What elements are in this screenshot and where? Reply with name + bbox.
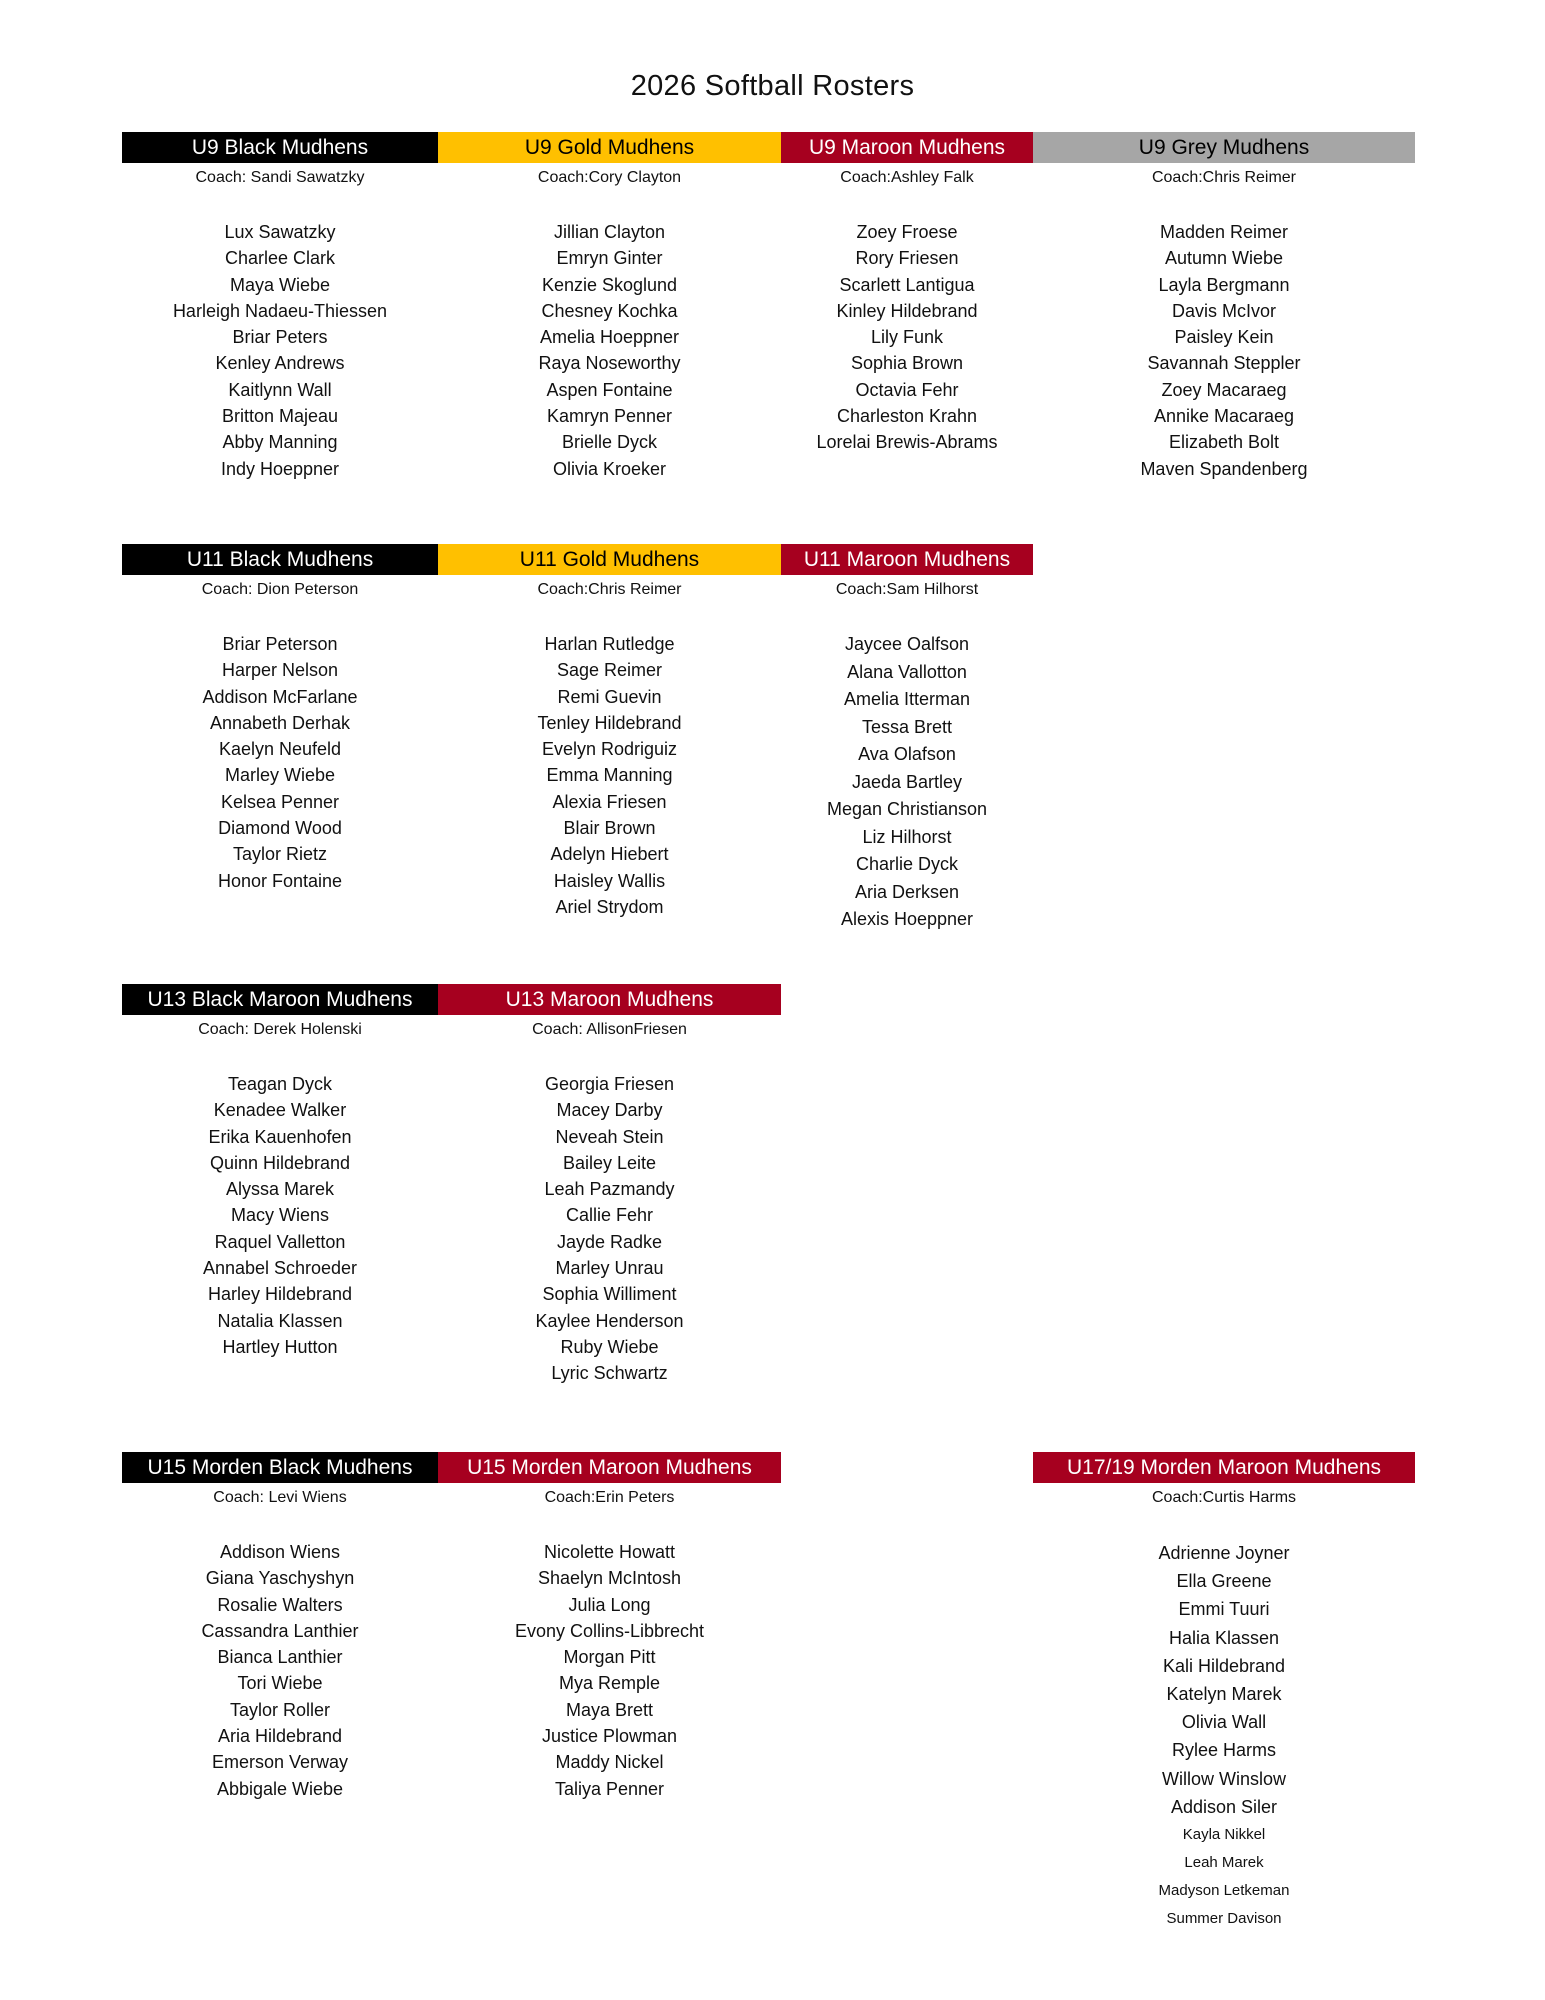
- player-name: Madyson Letkeman: [1158, 1882, 1290, 1900]
- player-name: Charleston Krahn: [836, 406, 978, 427]
- player-name: Madden Reimer: [1159, 222, 1289, 242]
- player-name: Macey Darby: [556, 1100, 663, 1121]
- player-name: Alexis Hoeppner: [840, 909, 974, 929]
- player-name: Jaeda Bartley: [851, 771, 963, 792]
- player-name: Kayla Nikkel: [1182, 1825, 1266, 1843]
- player-name: Sophia Brown: [850, 353, 964, 374]
- player-name: Zoey Froese: [856, 222, 958, 242]
- team-u9-grey: [1033, 132, 1415, 482]
- player-name: Ariel Strydom: [555, 896, 664, 917]
- team-u11-gold: [438, 544, 781, 920]
- player-name: Sophia Williment: [542, 1284, 677, 1305]
- player-name: Lux Sawatzky: [224, 222, 336, 242]
- player-name: Rosalie Walters: [217, 1594, 343, 1615]
- page-title: 2026 Softball Rosters: [630, 70, 915, 102]
- coach-name: Coach:Erin Peters: [544, 1489, 675, 1506]
- player-name: Callie Fehr: [565, 1205, 654, 1226]
- player-name: Zoey Macaraeg: [1161, 379, 1287, 400]
- team-name: U15 Morden Black Mudhens: [122, 1452, 438, 1483]
- player-name: Kaylee Henderson: [535, 1310, 684, 1331]
- player-name: Taylor Rietz: [232, 844, 328, 865]
- player-name: Raya Noseworthy: [538, 353, 681, 374]
- player-name: Briar Peterson: [222, 634, 338, 654]
- player-name: Rory Friesen: [855, 248, 959, 269]
- coach-name: Coach: Derek Holenski: [198, 1021, 362, 1038]
- team-name: U11 Gold Mudhens: [438, 544, 781, 575]
- player-name: Georgia Friesen: [544, 1074, 675, 1094]
- player-name: Maddy Nickel: [555, 1752, 664, 1773]
- player-name: Paisley Kein: [1174, 327, 1274, 348]
- player-list: [122, 1539, 438, 1802]
- team-name: U9 Grey Mudhens: [1033, 132, 1415, 163]
- player-name: Justice Plowman: [541, 1726, 678, 1747]
- coach-name: Coach:Chris Reimer: [537, 581, 682, 598]
- player-name: Ava Olafson: [858, 744, 956, 764]
- player-list: [438, 219, 781, 482]
- player-name: Cassandra Lanthier: [201, 1620, 359, 1641]
- player-name: Addison Siler: [1170, 1796, 1278, 1817]
- player-name: Natalia Klassen: [217, 1310, 343, 1331]
- player-name: Autumn Wiebe: [1164, 248, 1284, 269]
- player-name: Marley Unrau: [555, 1258, 664, 1279]
- player-name: Emma Manning: [546, 765, 673, 786]
- player-name: Emerson Verway: [211, 1752, 349, 1773]
- player-name: Briar Peters: [232, 327, 328, 348]
- player-name: Lyric Schwartz: [551, 1363, 668, 1384]
- player-name: Addison McFarlane: [202, 686, 358, 707]
- player-name: Tori Wiebe: [237, 1673, 323, 1694]
- player-name: Layla Bergmann: [1158, 274, 1290, 295]
- player-name: Aria Hildebrand: [217, 1726, 343, 1747]
- player-name: Emryn Ginter: [556, 248, 663, 269]
- team-name: U13 Black Maroon Mudhens: [122, 984, 438, 1015]
- team-u9-maroon: [781, 132, 1033, 456]
- team-u11-black: [122, 544, 438, 894]
- player-name: Rylee Harms: [1171, 1740, 1277, 1761]
- coach-name: Coach: AllisonFriesen: [532, 1021, 687, 1038]
- player-name: Maya Brett: [565, 1699, 654, 1720]
- player-name: Amelia Hoeppner: [539, 327, 680, 348]
- player-name: Haisley Wallis: [553, 870, 666, 891]
- player-name: Charlie Dyck: [855, 854, 959, 874]
- player-name: Adelyn Hiebert: [550, 844, 669, 865]
- player-name: Teagan Dyck: [227, 1074, 333, 1094]
- player-name: Charlee Clark: [224, 248, 336, 269]
- player-list: [438, 631, 781, 920]
- player-list: [1033, 219, 1415, 482]
- team-name: U13 Maroon Mudhens: [438, 984, 781, 1015]
- player-name: Ella Greene: [1176, 1571, 1272, 1592]
- team-u15-black: [122, 1452, 438, 1802]
- player-name: Taylor Roller: [229, 1699, 331, 1720]
- player-name: Leah Pazmandy: [544, 1179, 675, 1200]
- player-name: Harper Nelson: [221, 660, 339, 681]
- player-name: Brielle Dyck: [561, 432, 658, 453]
- player-list: [122, 219, 438, 482]
- player-name: Lorelai Brewis-Abrams: [816, 432, 998, 453]
- player-name: Morgan Pitt: [563, 1647, 656, 1668]
- player-name: Emmi Tuuri: [1178, 1599, 1270, 1620]
- player-name: Hartley Hutton: [222, 1336, 338, 1357]
- player-name: Octavia Fehr: [855, 379, 959, 400]
- player-name: Adrienne Joyner: [1158, 1543, 1290, 1563]
- player-name: Harleigh Nadaeu-Thiessen: [172, 300, 388, 321]
- player-name: Remi Guevin: [557, 686, 662, 707]
- player-name: Kamryn Penner: [546, 406, 673, 427]
- player-list: [1033, 1539, 1415, 1934]
- player-name: Marley Wiebe: [224, 765, 336, 786]
- team-u13-black-maroon: [122, 984, 438, 1360]
- player-name: Mya Remple: [558, 1673, 661, 1694]
- coach-name: Coach:Chris Reimer: [1151, 169, 1297, 186]
- player-name: Neveah Stein: [555, 1126, 664, 1147]
- player-name: Giana Yaschyshyn: [205, 1568, 355, 1589]
- player-name: Evony Collins-Libbrecht: [514, 1620, 705, 1641]
- player-name: Kenadee Walker: [213, 1100, 347, 1121]
- player-name: Alyssa Marek: [225, 1179, 335, 1200]
- team-name: U9 Maroon Mudhens: [781, 132, 1033, 163]
- player-name: Kaelyn Neufeld: [218, 739, 342, 760]
- player-name: Olivia Kroeker: [552, 458, 667, 479]
- player-name: Abby Manning: [222, 432, 338, 453]
- player-list: [122, 1071, 438, 1360]
- player-name: Jayde Radke: [556, 1231, 663, 1252]
- team-u9-gold: [438, 132, 781, 482]
- player-name: Macy Wiens: [230, 1205, 329, 1226]
- player-name: Nicolette Howatt: [543, 1542, 676, 1562]
- player-name: Tenley Hildebrand: [537, 712, 682, 733]
- player-name: Maven Spandenberg: [1140, 458, 1308, 479]
- player-name: Taliya Penner: [554, 1778, 665, 1799]
- coach-name: Coach:Curtis Harms: [1151, 1489, 1297, 1506]
- player-name: Annike Macaraeg: [1153, 406, 1295, 427]
- player-name: Summer Davison: [1166, 1910, 1282, 1928]
- player-name: Raquel Valletton: [214, 1231, 346, 1252]
- player-name: Olivia Wall: [1181, 1712, 1267, 1733]
- player-name: Kali Hildebrand: [1162, 1655, 1286, 1676]
- player-name: Scarlett Lantigua: [839, 274, 975, 295]
- player-name: Shaelyn McIntosh: [537, 1568, 682, 1589]
- player-name: Annabel Schroeder: [202, 1258, 358, 1279]
- player-name: Quinn Hildebrand: [209, 1152, 351, 1173]
- player-name: Honor Fontaine: [217, 870, 343, 891]
- player-name: Jillian Clayton: [553, 222, 666, 242]
- player-name: Harley Hildebrand: [207, 1284, 353, 1305]
- player-name: Ruby Wiebe: [560, 1336, 659, 1357]
- coach-name: Coach:Ashley Falk: [840, 169, 974, 186]
- player-name: Sage Reimer: [556, 660, 663, 681]
- player-name: Katelyn Marek: [1166, 1683, 1282, 1704]
- player-name: Annabeth Derhak: [209, 712, 351, 733]
- player-list: [781, 219, 1033, 456]
- player-name: Elizabeth Bolt: [1168, 432, 1280, 453]
- player-name: Kaitlynn Wall: [228, 379, 332, 400]
- player-name: Maya Wiebe: [229, 274, 331, 295]
- player-list: [438, 1071, 781, 1387]
- player-name: Alexia Friesen: [552, 791, 667, 812]
- player-name: Harlan Rutledge: [544, 634, 675, 654]
- coach-name: Coach: Dion Peterson: [201, 581, 359, 598]
- coach-name: Coach:Cory Clayton: [537, 169, 682, 186]
- player-name: Julia Long: [568, 1594, 651, 1615]
- player-name: Chesney Kochka: [541, 300, 678, 321]
- player-name: Amelia Itterman: [843, 689, 971, 709]
- player-name: Blair Brown: [563, 818, 656, 839]
- player-name: Willow Winslow: [1161, 1768, 1286, 1789]
- player-name: Bailey Leite: [562, 1152, 657, 1173]
- team-name: U15 Morden Maroon Mudhens: [438, 1452, 781, 1483]
- player-name: Kelsea Penner: [220, 791, 340, 812]
- team-name: U11 Maroon Mudhens: [781, 544, 1033, 575]
- player-name: Kinley Hildebrand: [836, 300, 978, 321]
- player-name: Evelyn Rodriguiz: [541, 739, 678, 760]
- player-name: Indy Hoeppner: [220, 458, 340, 479]
- player-name: Lily Funk: [870, 327, 944, 348]
- player-name: Britton Majeau: [221, 406, 339, 427]
- team-u17-19-maroon: [1033, 1452, 1415, 1934]
- player-name: Diamond Wood: [218, 818, 342, 839]
- team-name: U11 Black Mudhens: [122, 544, 438, 575]
- coach-name: Coach:Sam Hilhorst: [835, 581, 979, 598]
- player-name: Alana Vallotton: [847, 661, 967, 682]
- player-name: Aria Derksen: [854, 881, 960, 902]
- player-name: Savannah Steppler: [1147, 353, 1301, 374]
- team-name: U9 Gold Mudhens: [438, 132, 781, 163]
- player-list: [122, 631, 438, 894]
- player-name: Jaycee Oalfson: [844, 634, 970, 654]
- player-name: Megan Christianson: [826, 799, 988, 819]
- player-name: Erika Kauenhofen: [208, 1126, 352, 1147]
- player-name: Tessa Brett: [861, 716, 953, 737]
- player-name: Halia Klassen: [1168, 1627, 1280, 1648]
- team-name: U17/19 Morden Maroon Mudhens: [1033, 1452, 1415, 1483]
- player-name: Addison Wiens: [219, 1542, 341, 1562]
- player-name: Davis McIvor: [1171, 300, 1276, 321]
- player-name: Kenley Andrews: [215, 353, 345, 374]
- player-name: Leah Marek: [1184, 1854, 1264, 1872]
- team-u15-maroon: [438, 1452, 781, 1802]
- coach-name: Coach: Sandi Sawatzky: [195, 169, 365, 186]
- player-name: Aspen Fontaine: [546, 379, 673, 400]
- player-name: Abbigale Wiebe: [216, 1778, 344, 1799]
- player-name: Bianca Lanthier: [217, 1647, 343, 1668]
- player-list: [781, 631, 1033, 934]
- coach-name: Coach: Levi Wiens: [213, 1489, 347, 1506]
- team-u13-maroon: [438, 984, 781, 1387]
- player-name: Kenzie Skoglund: [541, 274, 678, 295]
- player-name: Liz Hilhorst: [862, 826, 952, 847]
- player-list: [438, 1539, 781, 1802]
- team-u11-maroon: [781, 544, 1033, 934]
- team-u9-black: [122, 132, 438, 482]
- team-name: U9 Black Mudhens: [122, 132, 438, 163]
